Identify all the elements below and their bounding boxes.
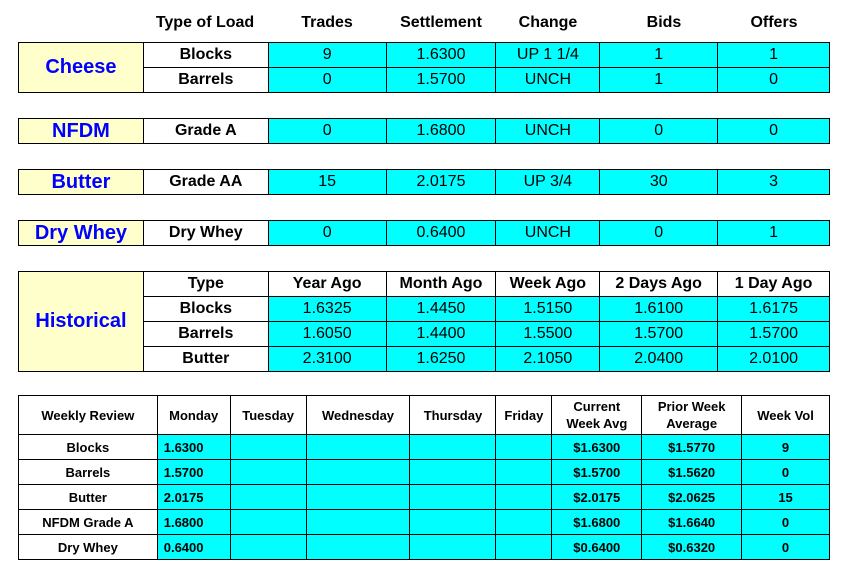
weekly-cell-prior-avg: $1.5620 xyxy=(642,460,742,485)
weekly-row-label: Dry Whey xyxy=(19,535,158,560)
historical-cell: 1.4450 xyxy=(386,297,496,322)
historical-cell: 1.6100 xyxy=(600,297,718,322)
weekly-cell-current-avg: $0.6400 xyxy=(552,535,642,560)
nfdm-offers: 0 xyxy=(718,119,830,144)
butter-settlement: 2.0175 xyxy=(386,170,496,195)
weekly-cell-prior-avg: $0.6320 xyxy=(642,535,742,560)
weekly-cell-wednesday xyxy=(306,535,410,560)
butter-change: UP 3/4 xyxy=(496,170,600,195)
cheese-blocks-trades: 9 xyxy=(268,43,386,68)
historical-cell: 1.5700 xyxy=(718,322,830,347)
weekly-cell-current-avg: $2.0175 xyxy=(552,485,642,510)
weekly-cell-thursday xyxy=(410,435,496,460)
cheese-blocks-settlement: 1.6300 xyxy=(386,43,496,68)
nfdm-label: NFDM xyxy=(19,119,144,144)
historical-cell: 2.0400 xyxy=(600,347,718,372)
cheese-table xyxy=(18,42,830,93)
drywhey-settlement: 0.6400 xyxy=(386,221,496,246)
cheese-barrels-trades: 0 xyxy=(268,68,386,93)
weekly-cell-prior-avg: $2.0625 xyxy=(642,485,742,510)
weekly-cell-thursday xyxy=(410,485,496,510)
historical-header-year-ago: Year Ago xyxy=(268,272,386,297)
weekly-header-review: Weekly Review xyxy=(19,396,158,435)
weekly-cell-current-avg: $1.6300 xyxy=(552,435,642,460)
historical-cell: 2.0100 xyxy=(718,347,830,372)
historical-label: Historical xyxy=(19,272,144,372)
drywhey-change: UNCH xyxy=(496,221,600,246)
nfdm-settlement: 1.6800 xyxy=(386,119,496,144)
weekly-cell-friday xyxy=(496,435,552,460)
weekly-header-monday: Monday xyxy=(157,396,230,435)
header-type-of-load: Type of Load xyxy=(155,14,255,31)
butter-type: Grade AA xyxy=(143,170,268,195)
weekly-cell-monday: 0.6400 xyxy=(157,535,230,560)
weekly-cell-monday: 2.0175 xyxy=(157,485,230,510)
historical-cell: 1.5150 xyxy=(496,297,600,322)
weekly-cell-wednesday xyxy=(306,435,410,460)
weekly-cell-friday xyxy=(496,510,552,535)
weekly-header-thursday: Thursday xyxy=(410,396,496,435)
cheese-barrels-change: UNCH xyxy=(496,68,600,93)
weekly-cell-week-vol: 0 xyxy=(742,535,830,560)
historical-header-1-day-ago: 1 Day Ago xyxy=(718,272,830,297)
cheese-blocks-change: UP 1 1/4 xyxy=(496,43,600,68)
weekly-cell-tuesday xyxy=(230,485,306,510)
weekly-cell-wednesday xyxy=(306,510,410,535)
historical-header-week-ago: Week Ago xyxy=(496,272,600,297)
historical-header-month-ago: Month Ago xyxy=(386,272,496,297)
cheese-blocks-type: Blocks xyxy=(143,43,268,68)
weekly-cell-week-vol: 9 xyxy=(742,435,830,460)
weekly-header-tuesday: Tuesday xyxy=(230,396,306,435)
nfdm-change: UNCH xyxy=(496,119,600,144)
cheese-barrels-bids: 1 xyxy=(600,68,718,93)
weekly-cell-week-vol: 0 xyxy=(742,510,830,535)
cheese-label: Cheese xyxy=(19,43,144,93)
weekly-cell-tuesday xyxy=(230,435,306,460)
weekly-cell-tuesday xyxy=(230,535,306,560)
cheese-barrels-type: Barrels xyxy=(143,68,268,93)
cheese-blocks-offers: 1 xyxy=(718,43,830,68)
weekly-review-table xyxy=(18,395,830,560)
weekly-cell-thursday xyxy=(410,535,496,560)
historical-header-2-days-ago: 2 Days Ago xyxy=(600,272,718,297)
weekly-cell-tuesday xyxy=(230,510,306,535)
butter-offers: 3 xyxy=(718,170,830,195)
historical-cell: 2.1050 xyxy=(496,347,600,372)
cheese-barrels-settlement: 1.5700 xyxy=(386,68,496,93)
cheese-blocks-bids: 1 xyxy=(600,43,718,68)
weekly-header-prior-week-average xyxy=(642,396,742,435)
butter-label: Butter xyxy=(19,170,144,195)
header-change: Change xyxy=(518,14,578,31)
historical-cell: 1.5700 xyxy=(600,322,718,347)
weekly-cell-week-vol: 15 xyxy=(742,485,830,510)
historical-cell: 1.6325 xyxy=(268,297,386,322)
drywhey-offers: 1 xyxy=(718,221,830,246)
historical-cell: 1.6250 xyxy=(386,347,496,372)
drywhey-bids: 0 xyxy=(600,221,718,246)
weekly-cell-monday: 1.5700 xyxy=(157,460,230,485)
weekly-cell-thursday xyxy=(410,510,496,535)
drywhey-label: Dry Whey xyxy=(19,221,144,246)
weekly-cell-friday xyxy=(496,460,552,485)
historical-table xyxy=(18,271,830,372)
weekly-cell-wednesday xyxy=(306,460,410,485)
header-offers: Offers xyxy=(750,14,798,31)
weekly-cell-friday xyxy=(496,535,552,560)
header-trades: Trades xyxy=(301,14,353,31)
weekly-header-prior-line2: Average xyxy=(666,416,718,431)
nfdm-type: Grade A xyxy=(143,119,268,144)
weekly-header-current-line2: Week Avg xyxy=(566,416,628,431)
drywhey-table xyxy=(18,220,830,246)
weekly-header-prior-line1: Prior Week xyxy=(657,399,726,414)
weekly-header-friday: Friday xyxy=(496,396,552,435)
historical-cell: 1.5500 xyxy=(496,322,600,347)
header-settlement: Settlement xyxy=(400,14,482,31)
weekly-cell-current-avg: $1.5700 xyxy=(552,460,642,485)
weekly-cell-prior-avg: $1.6640 xyxy=(642,510,742,535)
butter-bids: 30 xyxy=(600,170,718,195)
weekly-row-label: Butter xyxy=(19,485,158,510)
weekly-cell-monday: 1.6800 xyxy=(157,510,230,535)
historical-row-type: Butter xyxy=(143,347,268,372)
historical-header-type: Type xyxy=(143,272,268,297)
weekly-cell-thursday xyxy=(410,460,496,485)
weekly-cell-week-vol: 0 xyxy=(742,460,830,485)
drywhey-trades: 0 xyxy=(268,221,386,246)
weekly-cell-prior-avg: $1.5770 xyxy=(642,435,742,460)
nfdm-table xyxy=(18,118,830,144)
nfdm-trades: 0 xyxy=(268,119,386,144)
header-bids: Bids xyxy=(646,14,682,31)
historical-cell: 1.4400 xyxy=(386,322,496,347)
cheese-barrels-offers: 0 xyxy=(718,68,830,93)
weekly-header-current-week-avg xyxy=(552,396,642,435)
butter-trades: 15 xyxy=(268,170,386,195)
weekly-header-wednesday: Wednesday xyxy=(306,396,410,435)
historical-row-type: Barrels xyxy=(143,322,268,347)
weekly-row-label: NFDM Grade A xyxy=(19,510,158,535)
historical-cell: 2.3100 xyxy=(268,347,386,372)
weekly-cell-tuesday xyxy=(230,460,306,485)
butter-table xyxy=(18,169,830,195)
nfdm-bids: 0 xyxy=(600,119,718,144)
weekly-header-week-vol: Week Vol xyxy=(742,396,830,435)
drywhey-type: Dry Whey xyxy=(143,221,268,246)
weekly-cell-friday xyxy=(496,485,552,510)
weekly-cell-monday: 1.6300 xyxy=(157,435,230,460)
historical-cell: 1.6175 xyxy=(718,297,830,322)
weekly-header-current-line1: Current xyxy=(573,399,621,414)
historical-row-type: Blocks xyxy=(143,297,268,322)
weekly-row-label: Blocks xyxy=(19,435,158,460)
historical-cell: 1.6050 xyxy=(268,322,386,347)
weekly-cell-wednesday xyxy=(306,485,410,510)
weekly-row-label: Barrels xyxy=(19,460,158,485)
weekly-cell-current-avg: $1.6800 xyxy=(552,510,642,535)
